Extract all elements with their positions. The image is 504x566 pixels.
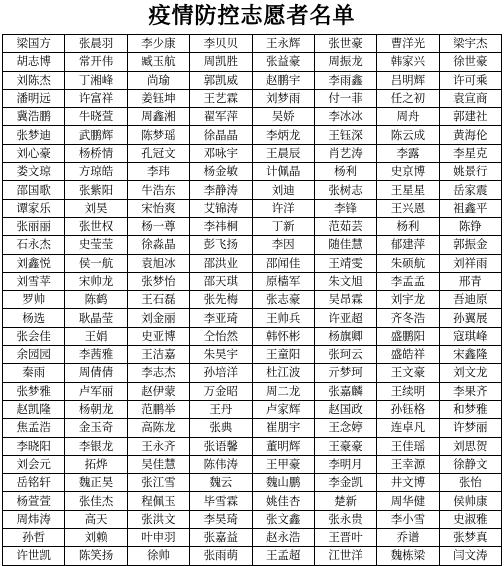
volunteer-name-cell: 和梦雅 [439, 400, 501, 418]
volunteer-name-cell: 付一菲 [314, 89, 376, 107]
volunteer-name-cell: 王永齐 [127, 437, 189, 455]
volunteer-name-cell: 孙翼展 [439, 309, 501, 327]
volunteer-name-cell: 任之初 [377, 89, 439, 107]
volunteer-name-cell: 张洪文 [127, 510, 189, 528]
volunteer-name-cell: 梁国方 [3, 35, 65, 53]
volunteer-name-cell: 刘祥雨 [439, 254, 501, 272]
table-row [3, 272, 502, 290]
volunteer-name-cell: 李银龙 [65, 437, 127, 455]
volunteer-name-cell: 陈梦瑶 [127, 126, 189, 144]
volunteer-name-cell: 王幸源 [377, 455, 439, 473]
volunteer-name-cell: 邵国歌 [3, 181, 65, 199]
table-row [3, 236, 502, 254]
volunteer-name-cell: 牛晓萱 [65, 108, 127, 126]
volunteer-name-cell: 徐帅 [127, 547, 189, 565]
volunteer-name-cell: 刘陈杰 [3, 71, 65, 89]
volunteer-name-cell: 赵伊蒙 [127, 382, 189, 400]
volunteer-name-cell: 范鹏举 [127, 400, 189, 418]
volunteer-name-cell: 齐冬浩 [377, 309, 439, 327]
volunteer-name-cell: 刘昊 [65, 199, 127, 217]
volunteer-name-cell: 刘宇龙 [377, 291, 439, 309]
volunteer-name-cell: 周华健 [377, 492, 439, 510]
volunteer-name-cell: 张嘉益 [190, 529, 252, 547]
roster-body [3, 35, 502, 566]
volunteer-name-cell: 彭飞扬 [190, 236, 252, 254]
volunteer-name-cell: 王石磊 [127, 291, 189, 309]
volunteer-name-cell: 潘明远 [3, 89, 65, 107]
volunteer-name-cell: 张梦雅 [3, 382, 65, 400]
volunteer-name-cell: 王靖雯 [314, 254, 376, 272]
volunteer-name-cell: 李露 [377, 144, 439, 162]
volunteer-name-cell: 黄海伦 [439, 126, 501, 144]
volunteer-name-cell: 原樯军 [252, 272, 314, 290]
volunteer-name-cell: 陈云成 [377, 126, 439, 144]
volunteer-name-cell: 邢青 [439, 272, 501, 290]
volunteer-name-cell: 周鑫湘 [127, 108, 189, 126]
volunteer-name-cell: 王洁嘉 [127, 346, 189, 364]
volunteer-name-cell: 焦孟浩 [3, 419, 65, 437]
volunteer-name-cell: 魏栋梁 [377, 547, 439, 565]
volunteer-name-cell: 王钰深 [314, 126, 376, 144]
volunteer-name-cell: 张会佳 [3, 327, 65, 345]
volunteer-name-cell: 刘心豪 [3, 144, 65, 162]
volunteer-name-cell: 张永贵 [314, 510, 376, 528]
volunteer-name-cell: 王艺霖 [190, 89, 252, 107]
table-row [3, 108, 502, 126]
volunteer-name-cell: 崔朋宇 [252, 419, 314, 437]
volunteer-name-cell: 张先梅 [190, 291, 252, 309]
volunteer-name-cell: 许富祥 [65, 89, 127, 107]
table-row [3, 529, 502, 547]
volunteer-name-cell: 杜江波 [252, 364, 314, 382]
table-row [3, 364, 502, 382]
table-row [3, 217, 502, 235]
volunteer-name-cell: 亓梦珂 [314, 364, 376, 382]
volunteer-name-cell: 赵国政 [314, 400, 376, 418]
volunteer-name-cell: 史京博 [377, 163, 439, 181]
volunteer-name-cell: 刘文龙 [439, 364, 501, 382]
volunteer-name-cell: 闫文涛 [439, 547, 501, 565]
volunteer-name-cell: 宋帅龙 [65, 272, 127, 290]
volunteer-name-cell: 随佳慧 [314, 236, 376, 254]
volunteer-name-cell: 张晨羽 [65, 35, 127, 53]
table-row [3, 163, 502, 181]
volunteer-name-cell: 杨一尊 [127, 217, 189, 235]
volunteer-name-cell: 范茹芸 [314, 217, 376, 235]
volunteer-name-cell: 徐淼晶 [127, 236, 189, 254]
volunteer-name-cell: 周凯胜 [190, 53, 252, 71]
volunteer-name-cell: 姚景行 [439, 163, 501, 181]
volunteer-name-cell: 郭建社 [439, 108, 501, 126]
volunteer-name-cell: 岳家震 [439, 181, 501, 199]
volunteer-name-cell: 朱文旭 [314, 272, 376, 290]
volunteer-name-cell: 杨桥情 [65, 144, 127, 162]
volunteer-name-cell: 王丹 [190, 400, 252, 418]
volunteer-name-cell: 胡志博 [3, 53, 65, 71]
volunteer-name-cell: 侯帅康 [439, 492, 501, 510]
volunteer-name-cell: 王甲豪 [252, 455, 314, 473]
volunteer-name-cell: 李星克 [439, 144, 501, 162]
volunteer-name-cell: 朱硕航 [377, 254, 439, 272]
table-row [3, 309, 502, 327]
volunteer-name-cell: 王永辉 [252, 35, 314, 53]
volunteer-name-cell: 罗帅 [3, 291, 65, 309]
volunteer-name-cell: 周炜涛 [3, 510, 65, 528]
volunteer-name-cell: 张梦怡 [127, 272, 189, 290]
volunteer-name-cell: 许世凯 [3, 547, 65, 565]
volunteer-name-cell: 孙培洋 [190, 364, 252, 382]
volunteer-name-cell: 许洋 [252, 199, 314, 217]
volunteer-name-cell: 杨旗卿 [314, 327, 376, 345]
volunteer-name-cell: 王续明 [377, 382, 439, 400]
table-row [3, 474, 502, 492]
volunteer-name-cell: 冀浩鹏 [3, 108, 65, 126]
volunteer-name-cell: 张雨萌 [190, 547, 252, 565]
volunteer-name-cell: 袁旭冰 [127, 254, 189, 272]
volunteer-name-cell: 杨萱萱 [3, 492, 65, 510]
volunteer-name-cell: 王童阳 [252, 346, 314, 364]
volunteer-name-cell: 李晓阳 [3, 437, 65, 455]
table-row [3, 254, 502, 272]
table-row [3, 89, 502, 107]
volunteer-name-cell: 王兴恩 [377, 199, 439, 217]
table-row [3, 327, 502, 345]
volunteer-name-cell: 陈鹤 [65, 291, 127, 309]
volunteer-name-cell: 张树志 [314, 181, 376, 199]
table-row [3, 455, 502, 473]
table-row [3, 419, 502, 437]
volunteer-name-cell: 史莹莹 [65, 236, 127, 254]
volunteer-name-cell: 张江雪 [127, 474, 189, 492]
volunteer-name-cell: 吾迪原 [439, 291, 501, 309]
volunteer-name-cell: 秦雨 [3, 364, 65, 382]
volunteer-name-cell: 刘迪 [252, 181, 314, 199]
volunteer-name-cell: 吴昂霖 [314, 291, 376, 309]
volunteer-name-cell: 李孟孟 [377, 272, 439, 290]
volunteer-name-cell: 李金凯 [314, 474, 376, 492]
volunteer-name-cell: 江世洋 [314, 547, 376, 565]
volunteer-name-cell: 邵洪业 [190, 254, 252, 272]
volunteer-name-cell: 常开伟 [65, 53, 127, 71]
table-row [3, 53, 502, 71]
volunteer-name-cell: 孙钰格 [377, 400, 439, 418]
volunteer-name-cell: 张丽丽 [3, 217, 65, 235]
volunteer-name-cell: 吴娇 [252, 108, 314, 126]
page-title: 疫情防控志愿者名单 [148, 4, 356, 29]
table-row [3, 400, 502, 418]
volunteer-name-cell: 徐静文 [439, 455, 501, 473]
volunteer-name-cell: 王晨辰 [252, 144, 314, 162]
volunteer-name-cell: 连卓凡 [377, 419, 439, 437]
volunteer-name-cell: 楚新 [314, 492, 376, 510]
volunteer-name-cell: 李冰冰 [314, 108, 376, 126]
volunteer-name-cell: 刘雪苹 [3, 272, 65, 290]
volunteer-name-cell: 刘思贺 [439, 437, 501, 455]
volunteer-name-cell: 刘鑫悦 [3, 254, 65, 272]
volunteer-name-cell: 刘会元 [3, 455, 65, 473]
volunteer-name-cell: 李锋 [314, 199, 376, 217]
volunteer-name-cell: 赵鹏宇 [252, 71, 314, 89]
volunteer-name-cell: 翟军萍 [190, 108, 252, 126]
volunteer-name-cell: 吕明辉 [377, 71, 439, 89]
volunteer-name-cell: 王文豪 [377, 364, 439, 382]
volunteer-name-cell: 金玉奇 [65, 419, 127, 437]
table-row [3, 199, 502, 217]
volunteer-name-cell: 王晋叶 [314, 529, 376, 547]
volunteer-name-cell: 朱昊宇 [190, 346, 252, 364]
volunteer-name-cell: 井文博 [377, 474, 439, 492]
volunteer-name-cell: 许梦丽 [439, 419, 501, 437]
volunteer-name-cell: 周舟 [377, 108, 439, 126]
volunteer-name-cell: 徐世豪 [439, 53, 501, 71]
volunteer-name-cell: 高天 [65, 510, 127, 528]
volunteer-name-cell: 李因 [252, 236, 314, 254]
volunteer-name-cell: 张益豪 [252, 53, 314, 71]
table-row [3, 346, 502, 364]
volunteer-name-cell: 李亚琦 [190, 309, 252, 327]
volunteer-name-cell: 杨选 [3, 309, 65, 327]
volunteer-name-cell: 王娟 [65, 327, 127, 345]
volunteer-name-cell: 赵凯隆 [3, 400, 65, 418]
volunteer-name-cell: 宋鑫隆 [439, 346, 501, 364]
volunteer-name-cell: 艾锦涛 [190, 199, 252, 217]
volunteer-name-cell: 王佳瑶 [377, 437, 439, 455]
volunteer-name-cell: 李小雪 [377, 510, 439, 528]
volunteer-name-cell: 陈笑扬 [65, 547, 127, 565]
volunteer-name-cell: 张世豪 [314, 35, 376, 53]
volunteer-name-cell: 方琼皓 [65, 163, 127, 181]
volunteer-roster-table [2, 34, 502, 566]
volunteer-name-cell: 乔谱 [377, 529, 439, 547]
volunteer-name-cell: 宋怡爽 [127, 199, 189, 217]
volunteer-name-cell: 张梦迪 [3, 126, 65, 144]
volunteer-name-cell: 魏云 [190, 474, 252, 492]
volunteer-name-cell: 杨金敏 [190, 163, 252, 181]
volunteer-name-cell: 谭家乐 [3, 199, 65, 217]
volunteer-name-cell: 张梦真 [439, 529, 501, 547]
volunteer-name-cell: 姜钰坤 [127, 89, 189, 107]
volunteer-name-cell: 梁宇杰 [439, 35, 501, 53]
volunteer-name-cell: 周倩倩 [65, 364, 127, 382]
volunteer-name-cell: 郭凯威 [190, 71, 252, 89]
volunteer-name-cell: 许亚超 [314, 309, 376, 327]
volunteer-name-cell: 董明辉 [252, 437, 314, 455]
table-row [3, 291, 502, 309]
volunteer-name-cell: 盛鹏阳 [377, 327, 439, 345]
volunteer-name-cell: 石永杰 [3, 236, 65, 254]
volunteer-name-cell: 武鹏辉 [65, 126, 127, 144]
volunteer-name-cell: 丁新 [252, 217, 314, 235]
volunteer-name-cell: 李茜雅 [65, 346, 127, 364]
volunteer-name-cell: 周二龙 [252, 382, 314, 400]
volunteer-name-cell: 魏正昊 [65, 474, 127, 492]
volunteer-name-cell: 李祎桐 [190, 217, 252, 235]
volunteer-name-cell: 邵闻佳 [252, 254, 314, 272]
volunteer-name-cell: 李果齐 [439, 382, 501, 400]
volunteer-name-cell: 仝怡然 [190, 327, 252, 345]
volunteer-name-cell: 许可乘 [439, 71, 501, 89]
volunteer-name-cell: 李炳龙 [252, 126, 314, 144]
volunteer-name-cell: 周振龙 [314, 53, 376, 71]
volunteer-name-cell: 杨利 [377, 217, 439, 235]
volunteer-name-cell: 张典 [190, 419, 252, 437]
volunteer-name-cell: 郁建萍 [377, 236, 439, 254]
volunteer-name-cell: 张文鑫 [252, 510, 314, 528]
table-row [3, 71, 502, 89]
volunteer-name-cell: 史淑雅 [439, 510, 501, 528]
volunteer-name-cell: 韩家兴 [377, 53, 439, 71]
volunteer-name-cell: 程佩玉 [127, 492, 189, 510]
table-row [3, 510, 502, 528]
volunteer-name-cell: 李少康 [127, 35, 189, 53]
volunteer-name-cell: 杨朝龙 [65, 400, 127, 418]
volunteer-name-cell: 王帅兵 [252, 309, 314, 327]
volunteer-name-cell: 侯一航 [65, 254, 127, 272]
volunteer-name-cell: 寇琪峰 [439, 327, 501, 345]
table-row [3, 35, 502, 53]
volunteer-name-cell: 李明月 [314, 455, 376, 473]
volunteer-name-cell: 牛浩东 [127, 181, 189, 199]
table-row [3, 492, 502, 510]
volunteer-name-cell: 孙哲 [3, 529, 65, 547]
table-row [3, 382, 502, 400]
volunteer-name-cell: 拓烨 [65, 455, 127, 473]
volunteer-name-cell: 韩怀彬 [252, 327, 314, 345]
volunteer-name-cell: 李雨鑫 [314, 71, 376, 89]
volunteer-name-cell: 刘梦雨 [252, 89, 314, 107]
volunteer-name-cell: 李玮 [127, 163, 189, 181]
table-row [3, 126, 502, 144]
volunteer-name-cell: 张志豪 [252, 291, 314, 309]
volunteer-name-cell: 丁湘峰 [65, 71, 127, 89]
volunteer-name-cell: 尚瑜 [127, 71, 189, 89]
volunteer-name-cell: 张世权 [65, 217, 127, 235]
volunteer-name-cell: 张佳杰 [65, 492, 127, 510]
volunteer-name-cell: 刘金丽 [127, 309, 189, 327]
volunteer-name-cell: 王孟超 [252, 547, 314, 565]
volunteer-name-cell: 臧玉航 [127, 53, 189, 71]
volunteer-name-cell: 叶申羽 [127, 529, 189, 547]
volunteer-name-cell: 王豪豪 [314, 437, 376, 455]
volunteer-name-cell: 吴佳慧 [127, 455, 189, 473]
volunteer-name-cell: 王星星 [377, 181, 439, 199]
volunteer-name-cell: 王念婷 [314, 419, 376, 437]
volunteer-name-cell: 毕雪霖 [190, 492, 252, 510]
volunteer-name-cell: 魏山鹏 [252, 474, 314, 492]
volunteer-name-cell: 李静涛 [190, 181, 252, 199]
volunteer-name-cell: 曹洋光 [377, 35, 439, 53]
volunteer-name-cell: 盛皓祥 [377, 346, 439, 364]
volunteer-name-cell: 杨利 [314, 163, 376, 181]
volunteer-name-cell: 万金昭 [190, 382, 252, 400]
volunteer-name-cell: 陈伟涛 [190, 455, 252, 473]
table-row [3, 181, 502, 199]
volunteer-name-cell: 岳铭轩 [3, 474, 65, 492]
volunteer-name-cell: 刘赖 [65, 529, 127, 547]
volunteer-name-cell: 史亚博 [127, 327, 189, 345]
volunteer-name-cell: 张怡 [439, 474, 501, 492]
volunteer-name-cell: 陈铮 [439, 217, 501, 235]
volunteer-name-cell: 卢军丽 [65, 382, 127, 400]
volunteer-name-cell: 郭振金 [439, 236, 501, 254]
volunteer-name-cell: 肖艺涛 [314, 144, 376, 162]
volunteer-name-cell: 张语馨 [190, 437, 252, 455]
volunteer-name-cell: 邓咏宇 [190, 144, 252, 162]
volunteer-name-cell: 姚佳杏 [252, 492, 314, 510]
volunteer-name-cell: 计佩晶 [252, 163, 314, 181]
volunteer-name-cell: 李志杰 [127, 364, 189, 382]
table-row [3, 547, 502, 565]
volunteer-name-cell: 徐晶晶 [190, 126, 252, 144]
volunteer-name-cell: 祖鑫平 [439, 199, 501, 217]
table-row [3, 144, 502, 162]
table-row [3, 437, 502, 455]
volunteer-name-cell: 赵永浩 [252, 529, 314, 547]
volunteer-name-cell: 余园园 [3, 346, 65, 364]
volunteer-name-cell: 卢家辉 [252, 400, 314, 418]
volunteer-name-cell: 娄文琼 [3, 163, 65, 181]
volunteer-name-cell: 高陈龙 [127, 419, 189, 437]
volunteer-name-cell: 张嘉麟 [314, 382, 376, 400]
volunteer-name-cell: 李贝贝 [190, 35, 252, 53]
volunteer-name-cell: 李昊琦 [190, 510, 252, 528]
volunteer-name-cell: 孔冠文 [127, 144, 189, 162]
volunteer-name-cell: 袁宣商 [439, 89, 501, 107]
volunteer-name-cell: 张紫阳 [65, 181, 127, 199]
volunteer-name-cell: 耿晶莹 [65, 309, 127, 327]
volunteer-name-cell: 邵天琪 [190, 272, 252, 290]
volunteer-name-cell: 张珂云 [314, 346, 376, 364]
